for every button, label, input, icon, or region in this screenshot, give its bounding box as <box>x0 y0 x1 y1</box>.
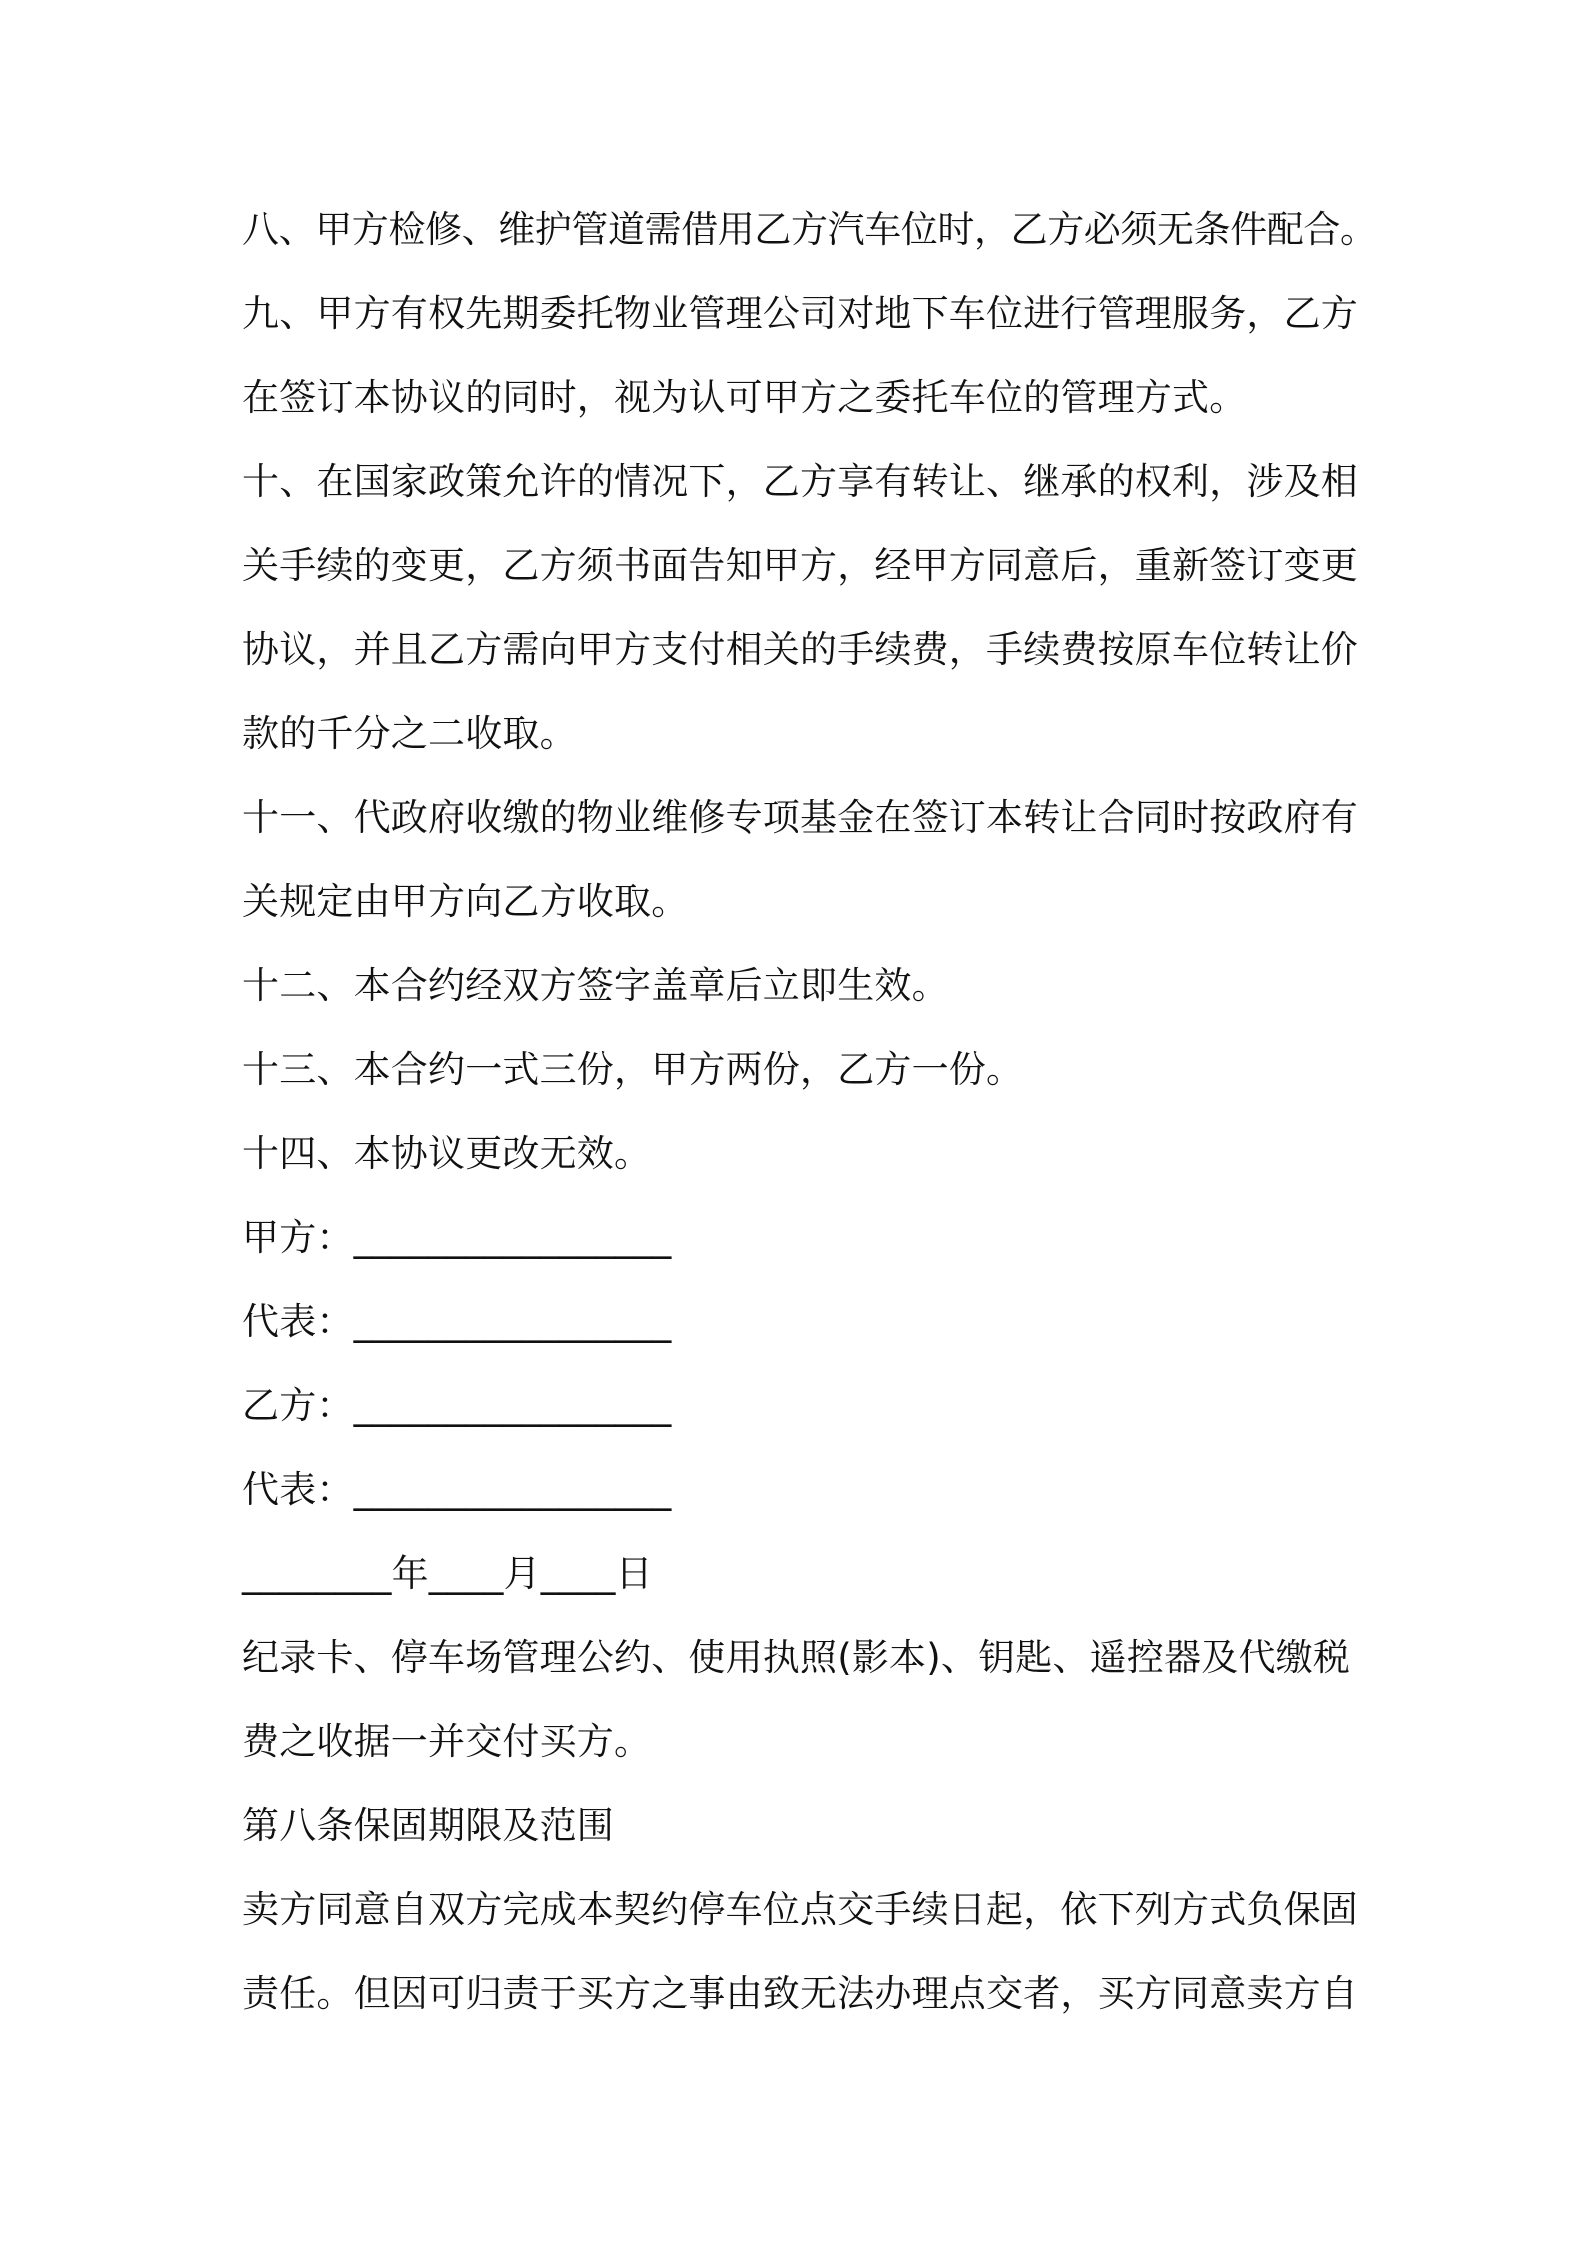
clause-9-line-2: 在签订本协议的同时，视为认可甲方之委托车位的管理方式。 <box>242 376 1247 419</box>
clause-14: 十四、本协议更改无效。 <box>242 1132 652 1175</box>
clause-10-line-3: 协议，并且乙方需向甲方支付相关的手续费，手续费按原车位转让价 <box>242 628 1358 671</box>
clause-13: 十三、本合约一式三份，甲方两份，乙方一份。 <box>242 1048 1024 1091</box>
signature-party-b: 乙方：_________________ <box>242 1384 672 1427</box>
clause-11-line-1: 十一、代政府收缴的物业维修专项基金在签订本转让合同时按政府有 <box>242 796 1358 839</box>
clause-10-line-1: 十、在国家政策允许的情况下，乙方享有转让、继承的权利，涉及相 <box>242 460 1358 503</box>
signature-date: ________年____月____日 <box>242 1552 653 1595</box>
article-8-line-1: 卖方同意自双方完成本契约停车位点交手续日起，依下列方式负保固 <box>242 1888 1358 1931</box>
signature-representative-b: 代表：_________________ <box>242 1468 672 1511</box>
clause-12: 十二、本合约经双方签字盖章后立即生效。 <box>242 964 949 1007</box>
clause-9-line-1: 九、甲方有权先期委托物业管理公司对地下车位进行管理服务，乙方 <box>242 292 1358 335</box>
document-body <box>242 188 1377 2036</box>
clause-10-line-2: 关手续的变更，乙方须书面告知甲方，经甲方同意后，重新签订变更 <box>242 544 1358 587</box>
continuation-line-2: 费之收据一并交付买方。 <box>242 1720 652 1763</box>
signature-party-a: 甲方：_________________ <box>242 1216 672 1259</box>
clause-8: 八、甲方检修、维护管道需借用乙方汽车位时，乙方必须无条件配合。 <box>242 208 1377 251</box>
clause-10-line-4: 款的千分之二收取。 <box>242 712 577 755</box>
article-8-heading: 第八条保固期限及范围 <box>242 1804 614 1847</box>
clause-11-line-2: 关规定由甲方向乙方收取。 <box>242 880 689 923</box>
article-8-line-2: 责任。但因可归责于买方之事由致无法办理点交者，买方同意卖方自 <box>242 1972 1358 2015</box>
continuation-line-1: 纪录卡、停车场管理公约、使用执照(影本)、钥匙、遥控器及代缴税 <box>242 1636 1351 1679</box>
signature-representative-a: 代表：_________________ <box>242 1300 672 1343</box>
